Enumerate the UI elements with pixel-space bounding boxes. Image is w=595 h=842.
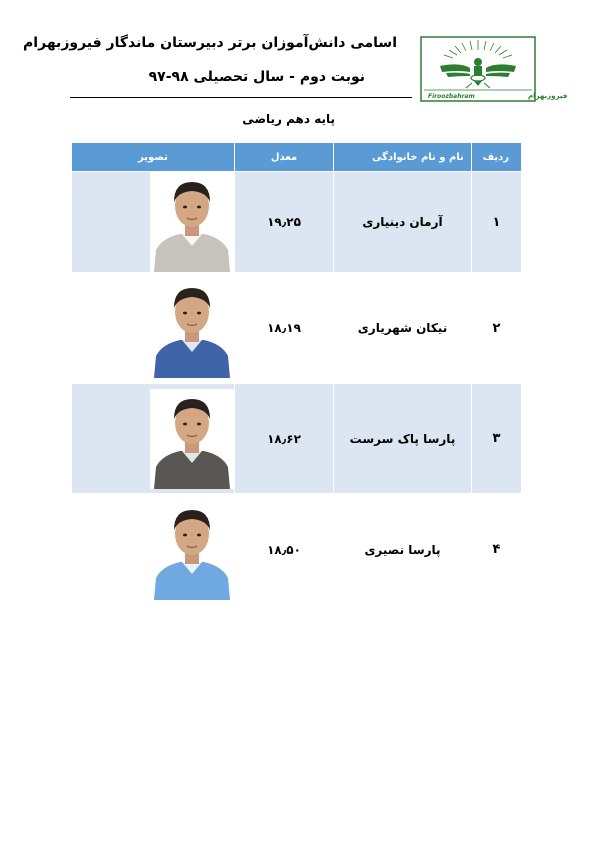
- row-number: ۳: [472, 384, 522, 494]
- row-number: ۲: [472, 273, 522, 384]
- student-photo: [150, 500, 234, 600]
- student-average: ۱۸٫۶۲: [235, 384, 334, 494]
- students-table: [71, 142, 522, 606]
- table-row: [72, 172, 522, 273]
- student-name: پارسا پاک سرست: [334, 384, 472, 494]
- col-header-photo: تصویر: [72, 143, 235, 172]
- page-title: اسامی دانش‌آموزان برتر دبیرستان ماندگار فیروزبهرام: [23, 35, 397, 51]
- student-photo: [150, 389, 234, 489]
- table-header-row: [72, 143, 522, 172]
- logo-persian-text: فیروزبهرام: [528, 92, 568, 100]
- grade-label: پایه دهم ریاضی: [242, 112, 335, 126]
- page-subtitle: نوبت دوم - سال تحصیلی ۹۸-۹۷: [148, 69, 365, 85]
- student-photo: [150, 278, 234, 378]
- row-number: ۱: [472, 172, 522, 273]
- header-divider: [70, 97, 412, 98]
- table-row: [72, 273, 522, 384]
- logo-latin-text: Firoozbahram: [428, 93, 475, 100]
- student-name: نیکان شهریاری: [334, 273, 472, 384]
- table-row: [72, 494, 522, 606]
- school-logo: [420, 36, 568, 102]
- col-header-name: نام و نام خانوادگی: [334, 143, 472, 172]
- student-photo: [150, 172, 234, 272]
- student-average: ۱۹٫۲۵: [235, 172, 334, 273]
- student-name: پارسا نصیری: [334, 494, 472, 606]
- student-average: ۱۸٫۱۹: [235, 273, 334, 384]
- student-average: ۱۸٫۵۰: [235, 494, 334, 606]
- faravahar-emblem-icon: [420, 36, 568, 102]
- table-row: [72, 384, 522, 494]
- student-name: آرمان دینیاری: [334, 172, 472, 273]
- col-header-average: معدل: [235, 143, 334, 172]
- col-header-row-number: ردیف: [472, 143, 522, 172]
- row-number: ۴: [472, 494, 522, 606]
